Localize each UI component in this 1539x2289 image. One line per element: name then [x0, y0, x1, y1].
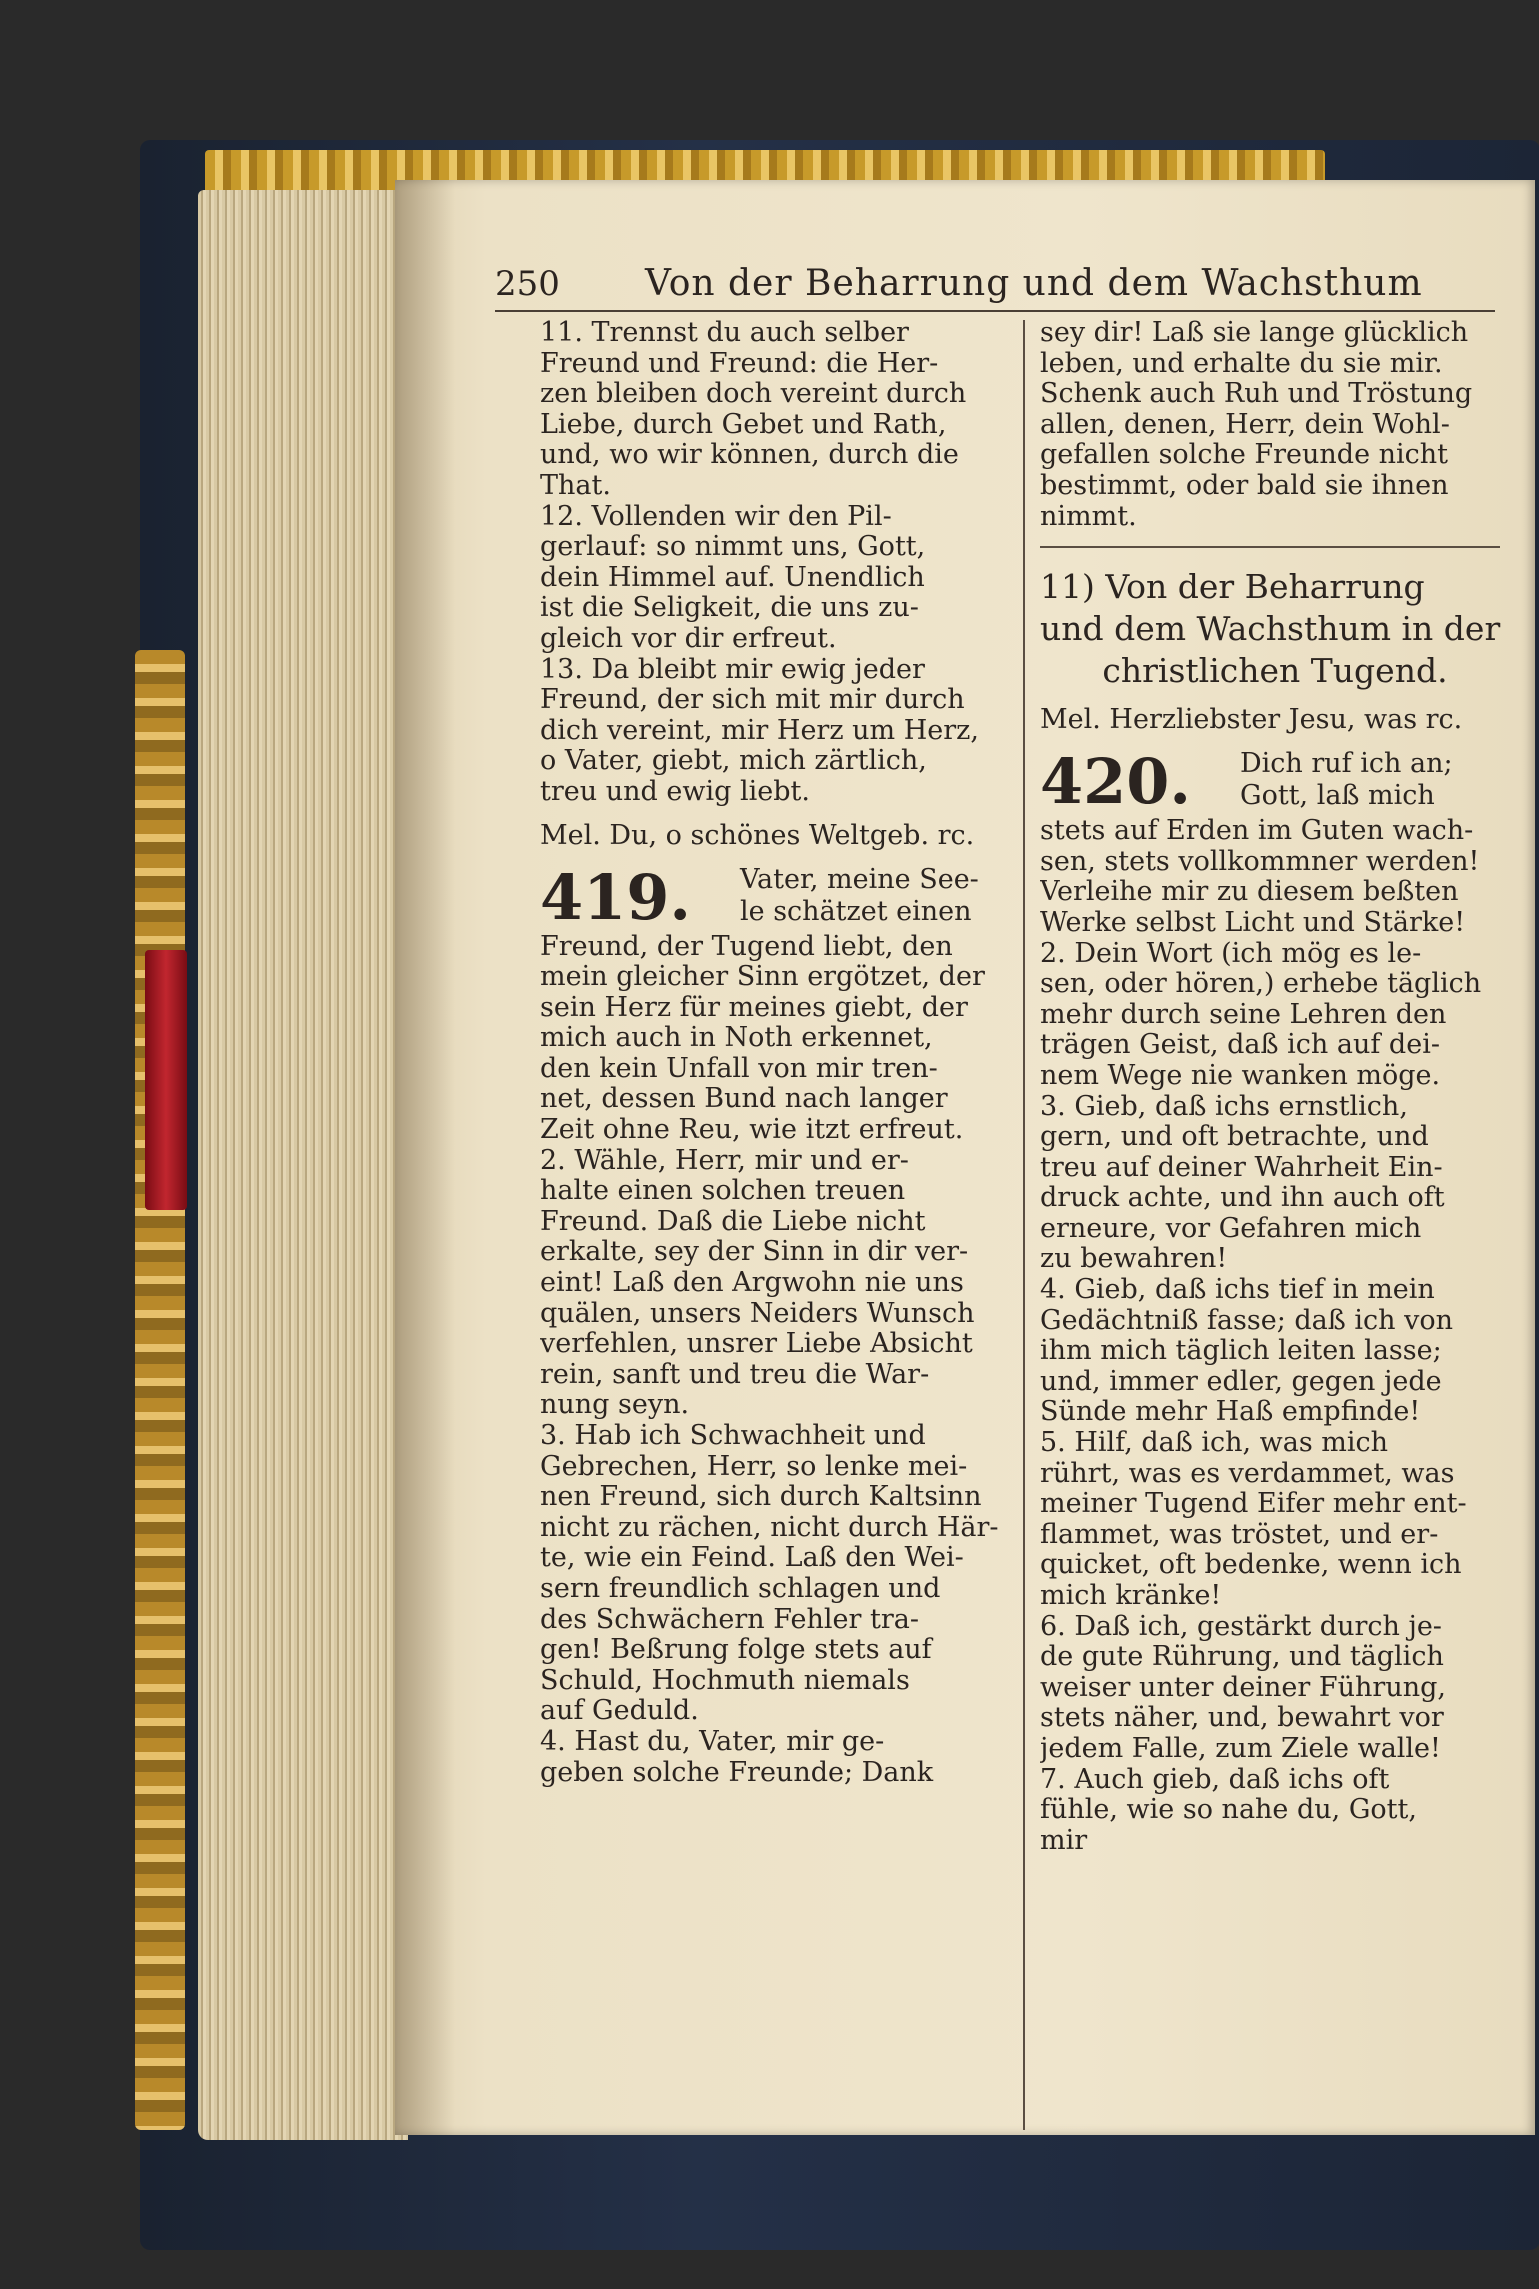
text-line: 13. Da bleibt mir ewig jeder	[540, 654, 925, 685]
hymn-number-420: 420.	[1040, 745, 1192, 819]
section-title-line-3: christlichen Tugend.	[1102, 651, 1448, 691]
text-line: mich kränke!	[1040, 1581, 1222, 1611]
column-rule	[1023, 320, 1025, 2130]
header-rule	[495, 310, 1495, 312]
text-line: geben solche Freunde; Dank	[540, 1757, 934, 1788]
text-line: nung seyn.	[540, 1390, 690, 1421]
text-line: Freund. Daß die Liebe nicht	[540, 1206, 926, 1237]
text-line: bestimmt, oder bald sie ihnen	[1040, 470, 1449, 501]
text-line: den kein Unfall von mir tren-	[540, 1053, 938, 1084]
text-line: gleich vor dir erfreut.	[540, 623, 837, 654]
text-line: leben, und erhalte du sie mir.	[1040, 348, 1443, 379]
text-line: 4. Gieb, daß ichs tief in mein	[1040, 1275, 1435, 1306]
text-line: trägen Geist, daß ich auf dei-	[1040, 1030, 1440, 1061]
text-line: gern, und oft betrachte, und	[1040, 1122, 1429, 1153]
text-line: verfehlen, unsrer Liebe Absicht	[540, 1329, 973, 1360]
text-line: 7. Auch gieb, daß ichs oft	[1040, 1764, 1390, 1795]
right-text-block-2	[1040, 816, 1510, 1856]
text-line: Verleihe mir zu diesem beßten	[1040, 877, 1459, 908]
text-line: Liebe, durch Gebet und Rath,	[540, 409, 947, 440]
text-line: fühle, wie so nahe du, Gott,	[1040, 1795, 1417, 1826]
section-rule	[1040, 546, 1500, 548]
text-line: dein Himmel auf. Unendlich	[540, 562, 925, 593]
text-line: Sünde mehr Haß empfinde!	[1040, 1397, 1421, 1428]
text-line: Schenk auch Ruh und Tröstung	[1040, 379, 1473, 410]
text-line: dich vereint, mir Herz um Herz,	[540, 715, 979, 746]
text-line: 3. Gieb, daß ichs ernstlich,	[1040, 1091, 1408, 1122]
text-line: jedem Falle, zum Ziele walle!	[1040, 1733, 1441, 1764]
text-line: nicht zu rächen, nicht durch Här-	[540, 1512, 999, 1543]
text-line: weiser unter deiner Führung,	[1040, 1672, 1446, 1703]
text-line: zen bleiben doch vereint durch	[540, 379, 967, 410]
section-title-line-1: 11) Von der Beharrung	[1040, 567, 1425, 607]
text-line: 4. Hast du, Vater, mir ge-	[540, 1726, 885, 1757]
text-line: sein Herz für meines giebt, der	[540, 992, 968, 1023]
text-line: halte einen solchen treuen	[540, 1176, 906, 1207]
text-line: mehr durch seine Lehren den	[1040, 999, 1447, 1030]
text-line: des Schwächern Fehler tra-	[540, 1604, 919, 1635]
page-gutter-shadow	[395, 180, 455, 2135]
text-line: sen, oder hören,) erhebe täglich	[1040, 969, 1482, 1000]
page-number: 250	[495, 264, 560, 304]
text-line: mich auch in Noth erkennet,	[540, 1023, 933, 1054]
text-line: und, wo wir können, durch die	[540, 440, 959, 471]
text-line: flammet, was tröstet, und er-	[1040, 1519, 1439, 1550]
hymn-419-first-line-b: le schätzet einen	[740, 895, 972, 927]
text-line: Freund, der Tugend liebt, den	[540, 931, 953, 962]
left-text-block-1	[540, 318, 1010, 808]
left-text-block-2	[540, 932, 1010, 1789]
running-head	[495, 260, 1495, 310]
text-line: 5. Hilf, daß ich, was mich	[1040, 1428, 1389, 1459]
text-line: ihm mich täglich leiten lasse;	[1040, 1336, 1442, 1367]
text-line: Gedächtniß fasse; daß ich von	[1040, 1305, 1454, 1336]
text-line: Freund, der sich mit mir durch	[540, 685, 965, 716]
hymn-420-start	[1040, 745, 1510, 819]
text-line: gen! Beßrung folge stets auf	[540, 1635, 932, 1666]
text-line: rührt, was es verdammet, was	[1040, 1458, 1455, 1489]
hymn-420-first-line-a: Dich ruf ich an;	[1240, 748, 1453, 780]
running-title: Von der Beharrung und dem Wachsthum	[645, 263, 1423, 304]
hymn-number-419: 419.	[540, 860, 692, 934]
left-column	[540, 318, 1010, 1788]
text-line: ist die Seligkeit, die uns zu-	[540, 593, 919, 624]
text-line: 2. Dein Wort (ich mög es le-	[1040, 938, 1422, 969]
text-line: auf Geduld.	[540, 1696, 699, 1727]
text-line: druck achte, und ihn auch oft	[1040, 1183, 1445, 1214]
text-line: quälen, unsers Neiders Wunsch	[540, 1298, 975, 1329]
hymn-420-first-line-b: Gott, laß mich	[1240, 780, 1435, 812]
text-line: mein gleicher Sinn ergötzet, der	[540, 962, 985, 993]
hymn-419-first-line-a: Vater, meine See-	[740, 863, 979, 895]
bookmark-ribbon	[145, 950, 187, 1210]
text-line: Schuld, Hochmuth niemals	[540, 1665, 910, 1696]
text-line: nimmt.	[1040, 501, 1137, 532]
right-text-block-1	[1040, 318, 1510, 532]
text-line: eint! Laß den Argwohn nie uns	[540, 1268, 964, 1299]
text-line: Gebrechen, Herr, so lenke mei-	[540, 1451, 968, 1482]
text-line: 12. Vollenden wir den Pil-	[540, 501, 892, 532]
text-line: zu bewahren!	[1040, 1244, 1228, 1275]
text-line: nem Wege nie wanken möge.	[1040, 1060, 1441, 1091]
text-line: Zeit ohne Reu, wie itzt erfreut.	[540, 1115, 964, 1146]
text-line: gerlauf: so nimmt uns, Gott,	[540, 532, 926, 563]
section-title-line-2: und dem Wachsthum in der	[1040, 609, 1501, 649]
text-line: 2. Wähle, Herr, mir und er-	[540, 1145, 909, 1176]
text-line: allen, denen, Herr, dein Wohl-	[1040, 409, 1450, 440]
text-line: treu auf deiner Wahrheit Ein-	[1040, 1152, 1443, 1183]
page-stack-edge	[198, 190, 408, 2140]
text-line: stets auf Erden im Guten wach-	[1040, 816, 1474, 847]
text-line: te, wie ein Feind. Laß den Wei-	[540, 1543, 964, 1574]
text-line: stets näher, und, bewahrt vor	[1040, 1703, 1444, 1734]
text-line: 11. Trennst du auch selber	[540, 318, 909, 348]
right-column	[1040, 318, 1510, 1856]
melody-line-420: Mel. Herzliebster Jesu, was rc.	[1040, 704, 1463, 736]
text-line: Werke selbst Licht und Stärke!	[1040, 907, 1466, 938]
gilt-spine-edge	[135, 650, 185, 2130]
text-line: rein, sanft und treu die War-	[540, 1359, 930, 1390]
text-line: o Vater, giebt, mich zärtlich,	[540, 746, 927, 777]
text-line: That.	[540, 470, 611, 501]
text-line: meiner Tugend Eifer mehr ent-	[1040, 1489, 1467, 1520]
text-line: nen Freund, sich durch Kaltsinn	[540, 1482, 982, 1513]
melody-line-419: Mel. Du, o schönes Weltgeb. rc.	[540, 819, 975, 851]
text-line: und, immer edler, gegen jede	[1040, 1366, 1442, 1397]
text-line: 6. Daß ich, gestärkt durch je-	[1040, 1611, 1442, 1642]
text-line: Freund und Freund: die Her-	[540, 348, 939, 379]
text-line: erkalte, sey der Sinn in dir ver-	[540, 1237, 969, 1268]
text-line: treu und ewig liebt.	[540, 776, 810, 807]
book-page	[395, 180, 1535, 2135]
hymn-419-start	[540, 860, 1010, 934]
text-line: net, dessen Bund nach langer	[540, 1084, 948, 1115]
text-line: quicket, oft bedenke, wenn ich	[1040, 1550, 1462, 1581]
text-line: 3. Hab ich Schwachheit und	[540, 1421, 926, 1451]
text-line: erneure, vor Gefahren mich	[1040, 1213, 1422, 1244]
text-line: de gute Rührung, und täglich	[1040, 1642, 1444, 1673]
text-line: sern freundlich schlagen und	[540, 1573, 941, 1604]
text-line: sen, stets vollkommner werden!	[1040, 846, 1480, 877]
text-line: mir	[1040, 1825, 1088, 1856]
text-line: gefallen solche Freunde nicht	[1040, 440, 1449, 471]
text-line: sey dir! Laß sie lange glücklich	[1040, 318, 1469, 348]
